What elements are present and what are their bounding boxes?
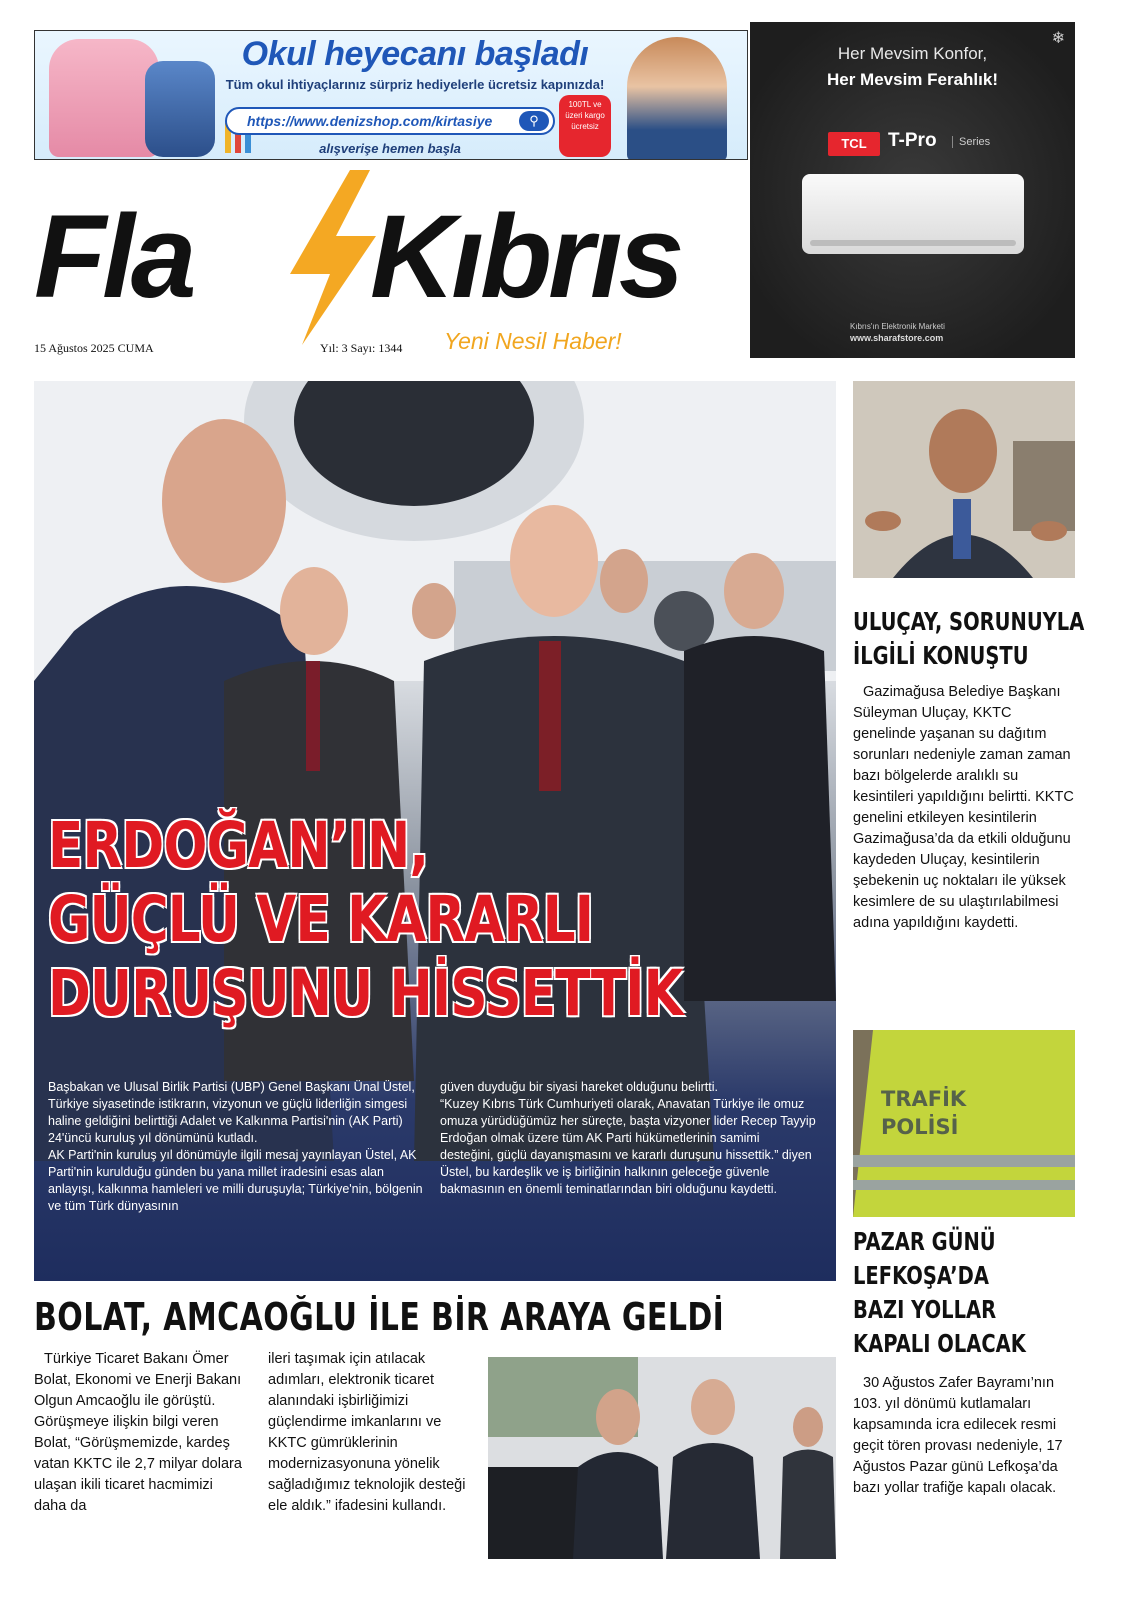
snowflake-icon: ❄: [1051, 30, 1065, 47]
logo-text-left: Fla: [34, 191, 193, 323]
bottom-body-col-2: [268, 1349, 478, 1517]
bolat-amcaoglu-photo[interactable]: [488, 1357, 836, 1559]
lead-headline-line-3: DURUŞUNU HİSSETTİK: [48, 957, 683, 1030]
vest-text-line-1: TRAFİK: [881, 1087, 967, 1111]
lead-paragraph: Başbakan ve Ulusal Birlik Partisi (UBP) Genel Başkanı Ünal Üstel, Türkiye siyasetinde istikrarın, vizyonun ve güçlü liderliğin simgesi haline geldiğini belirttiği Adalet ve Kalkınma Partisi'nin (AK Parti) 24'üncü kuruluş yıl dönümünü kutladı.: [48, 1080, 415, 1145]
backpack-illustration: [49, 39, 159, 157]
bottom-body-col-1: [34, 1349, 244, 1517]
bottom-headline[interactable]: [34, 1295, 834, 1339]
lead-headline-line-2: GÜÇLÜ VE KARARLI: [48, 883, 594, 956]
side2-headline-line: LEFKOŞA’DA: [853, 1261, 989, 1290]
air-conditioner-unit-image: [802, 174, 1024, 254]
lead-body-col-1: [48, 1079, 424, 1215]
side2-paragraph: 30 Ağustos Zafer Bayramı’nın 103. yıl dönümü kutlamaları kapsamında icra edilecek resmi geçit tören provası nedeniyle, 17 Ağustos Pazar günü Lefkoşa’da bazı yollar trafiğe kapalı olacak.: [853, 1375, 1063, 1496]
free-shipping-badge: 100TL ve üzeri kargo ücretsiz: [559, 95, 611, 157]
issue-date: 15 Ağustos 2025 CUMA: [34, 341, 154, 355]
ad-school-cta[interactable]: alışverişe hemen başla: [319, 141, 461, 156]
lead-photo: [34, 381, 836, 1161]
bottom-paragraph: ileri taşımak için atılacak adımları, elektronik ticaret alanındaki işbirliğimizi güçlendirme imkanlarını ve KKTC gümrüklerinin modernizasyonuna yönelik sağladığımız teknolojik desteği ele aldık.” ifadesini kullandı.: [268, 1351, 466, 1514]
lead-paragraph: AK Parti'nin kuruluş yıl dönümüyle ilgili mesaj yayınlayan Üstel, AK Parti'nin kurulduğu günden bu yana millet iradesini esas alan anlayışı, kalkınma hamleleri ve milli duruşuyla; Türkiye'nin, bölgenin ve tüm Türk dünyasının: [48, 1148, 423, 1213]
issue-number: Yıl: 3 Sayı: 1344: [320, 341, 403, 355]
ad-ac-model: T-Pro: [888, 130, 937, 151]
side1-paragraph: Gazimağusa Belediye Başkanı Süleyman Uluçay, KKTC genelinde yaşanan su dağıtım sorunları nedeniyle zaman zaman bazı bölgelerde aralıklı su kesintileri yapıldığını belirtti. KKTC genelini etkileyen kesintilerin Gazimağusa’da da etkili olduğunu kaydeden Uluçay, kesintilerin şebekenin uç noktaları ile yüksek kesimlere de su ulaştırılabilmesi adına yapıldığını kaydetti.: [853, 684, 1074, 931]
ad-ac-series: Series: [952, 136, 990, 148]
logo-text-right: Kıbrıs: [370, 191, 681, 323]
side2-body: [853, 1373, 1075, 1499]
lead-paragraph: “Kuzey Kıbrıs Türk Cumhuriyeti olarak, Anavatan Türkiye ile omuz omuza yürüdüğümüz her süreçte, başta vizyoner lider Recep Tayyip Erdoğan olmak üzere tüm AK Parti hükümetlerinin samimi desteğini, güçlü dayanışmasını ve kararlı duruşunu hissettik.” diyen Üstel, bu kardeşlik ve iş birliğinin halkının geleceğe güvenle bakmasının en önemli teminatlarından biri olduğunu kaydetti.: [440, 1097, 816, 1196]
side1-body: [853, 682, 1075, 934]
air-conditioner-ad[interactable]: [750, 22, 1075, 358]
ad-school-url-bar[interactable]: [225, 107, 555, 135]
ad-ac-footer-text: Kıbrıs'ın Elektronik Marketi: [850, 322, 945, 331]
lead-headline[interactable]: [48, 809, 828, 1031]
side2-headline-line: BAZI YOLLAR: [853, 1295, 997, 1324]
lead-story[interactable]: [34, 381, 836, 1281]
ad-ac-footer-url[interactable]: www.sharafstore.com: [850, 333, 944, 343]
bottom-paragraph: Türkiye Ticaret Bakanı Ömer Bolat, Ekonomi ve Enerji Bakanı Olgun Amcaoğlu ile görüştü. Görüşmeye ilişkin bilgi veren Bolat, “Görüşmemizde, kardeş vatan KKTC ile 2,7 milyar dolara ulaşan ikili ticaret hacmimizi daha da: [34, 1351, 242, 1514]
bottom-headline-text: BOLAT, AMCAOĞLU İLE BİR ARAYA GELDİ: [34, 1295, 725, 1339]
ad-school-url[interactable]: https://www.denizshop.com/kirtasiye: [247, 113, 493, 129]
side1-headline-line: İLGİLİ KONUŞTU: [853, 641, 1029, 670]
ad-ac-line1: Her Mevsim Konfor,: [837, 44, 988, 63]
search-icon[interactable]: ⚲: [519, 111, 549, 131]
side1-headline-line: ULUÇAY, SORUNUYLA: [853, 607, 1085, 636]
ulucay-photo[interactable]: [853, 381, 1075, 578]
backpack-illustration-2: [145, 61, 215, 157]
vest-text-line-2: POLİSİ: [881, 1115, 959, 1139]
lead-body-col-2: [440, 1079, 816, 1198]
lead-paragraph: güven duyduğu bir siyasi hareket olduğunu belirtti.: [440, 1080, 718, 1094]
side2-headline-line: KAPALI OLACAK: [853, 1329, 1026, 1358]
ad-school-subtitle: Tüm okul ihtiyaçlarınız sürpriz hediyelerle ücretsiz kapınızda!: [225, 77, 605, 92]
lead-headline-line-1: ERDOĞAN’IN,: [48, 809, 429, 882]
ad-ac-line2: Her Mevsim Ferahlık!: [826, 70, 998, 89]
ad-school-title: Okul heyecanı başladı: [241, 35, 589, 73]
tagline: Yeni Nesil Haber!: [444, 328, 622, 354]
flas-kibris-logo[interactable]: [34, 170, 734, 345]
tcl-logo: TCL: [828, 132, 880, 156]
side2-headline-line: PAZAR GÜNÜ: [853, 1227, 996, 1256]
school-supplies-ad[interactable]: [34, 30, 748, 160]
side1-headline[interactable]: [853, 605, 1093, 673]
side2-headline[interactable]: [853, 1225, 1093, 1361]
traffic-police-photo[interactable]: [853, 1030, 1075, 1217]
